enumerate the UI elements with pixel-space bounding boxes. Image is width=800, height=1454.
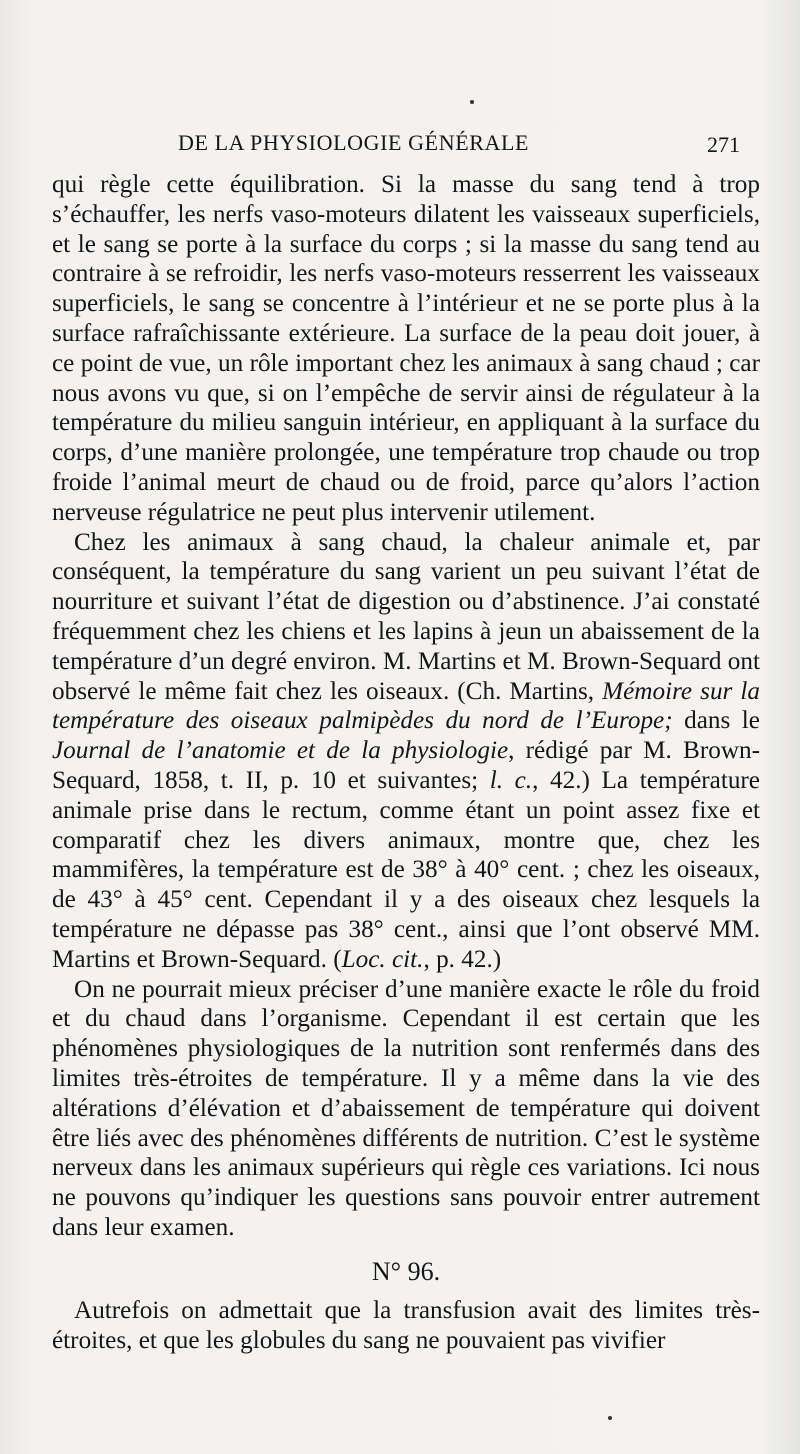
paragraph-2-text-c: , rédigé par M. Brown-Sequard, 1858, t. II, p. 10 et suivantes;: [52, 737, 760, 794]
paragraph-2-text-b: dans le: [672, 707, 760, 735]
paragraph-2-text-a: Chez les animaux à sang chaud, la chaleur animale et, par conséquent, la température du sang varient un peu suivant l’état de nourriture et suivant l’état de digestion ou d’abstinence. J’ai constaté fréquemment chez les chiens et les lapins à jeun un abaissement de la température d’un degré environ. M. Martins et M. Brown-Sequard ont observé le même fait chez les oiseaux. (Ch. Martins,: [52, 528, 760, 705]
body-text: [52, 170, 760, 1356]
page-header: [168, 126, 748, 160]
paragraph-2-lc: l. c.: [489, 766, 533, 794]
paragraph-2-loc-cit: Loc. cit.: [341, 945, 424, 973]
print-speck: [608, 1416, 612, 1420]
print-speck: [470, 100, 474, 104]
paragraph-2-text-d: , 42.) La température animale prise dans le rectum, comme étant un point assez fixe et comparatif chez les divers animaux, montre que, chez les mammifères, la température est de 38° à 40° cent. ; chez les oiseaux, de 43° à 45° cent. Cependant il y a des oiseaux chez lesquels la température ne dépasse pas 38° cent., ainsi que l’ont observé MM. Martins et Brown-Sequard. (: [52, 766, 760, 973]
paragraph-2-journal-title: Journal de l’anatomie et de la physiologie: [52, 737, 509, 765]
paragraph-3: On ne pourrait mieux préciser d’une manière exacte le rôle du froid et du chaud dans l’organisme. Cependant il est certain que les phénomènes physiologiques de la nutrition sont renfermés dans des limites très-étroites de température. Il y a même dans la vie des altérations d’élévation et d’abaissement de température qui doivent être liés avec des phénomènes différents de nutrition. C’est le système nerveux dans les animaux supérieurs qui règle ces variations. Ici nous ne pouvons qu’indiquer les questions sans pouvoir entrer autrement dans leur examen.: [52, 975, 760, 1241]
section-heading: N° 96.: [371, 1256, 441, 1286]
paragraph-1: qui règle cette équilibration. Si la masse du sang tend à trop s’échauffer, les nerfs vaso-moteurs dilatent les vaisseaux superficiels, et le sang se porte à la surface du corps ; si la masse du sang tend au contraire à se refroidir, les nerfs vaso-moteurs resserrent les vaisseaux superficiels, le sang se concentre à l’intérieur et ne se porte plus à la surface rafraîchissante extérieure. La surface de la peau doit jouer, à ce point de vue, un rôle important chez les animaux à sang chaud ; car nous avons vu que, si on l’empêche de servir ainsi de régulateur à la température du milieu sanguin intérieur, en appliquant à la surface du corps, d’une manière prolongée, une température trop chaude ou trop froide l’animal meurt de chaud ou de froid, parce qu’alors l’action nerveuse régulatrice ne peut plus intervenir utilement.: [52, 171, 760, 526]
paragraph-2-citation-title: Mémoire sur la température des oiseaux palmipèdes du nord de l’Europe;: [52, 677, 760, 735]
paragraph-4: Autrefois on admettait que la transfusion avait des limites très-étroites, et que les globules du sang ne pouvaient pas vivifier: [52, 1297, 760, 1355]
page-number: 271: [707, 132, 740, 157]
running-title: DE LA PHYSIOLOGIE GÉNÉRALE: [178, 130, 530, 155]
paragraph-2-text-e: , p. 42.): [423, 945, 502, 973]
paragraph-2: [52, 528, 760, 975]
